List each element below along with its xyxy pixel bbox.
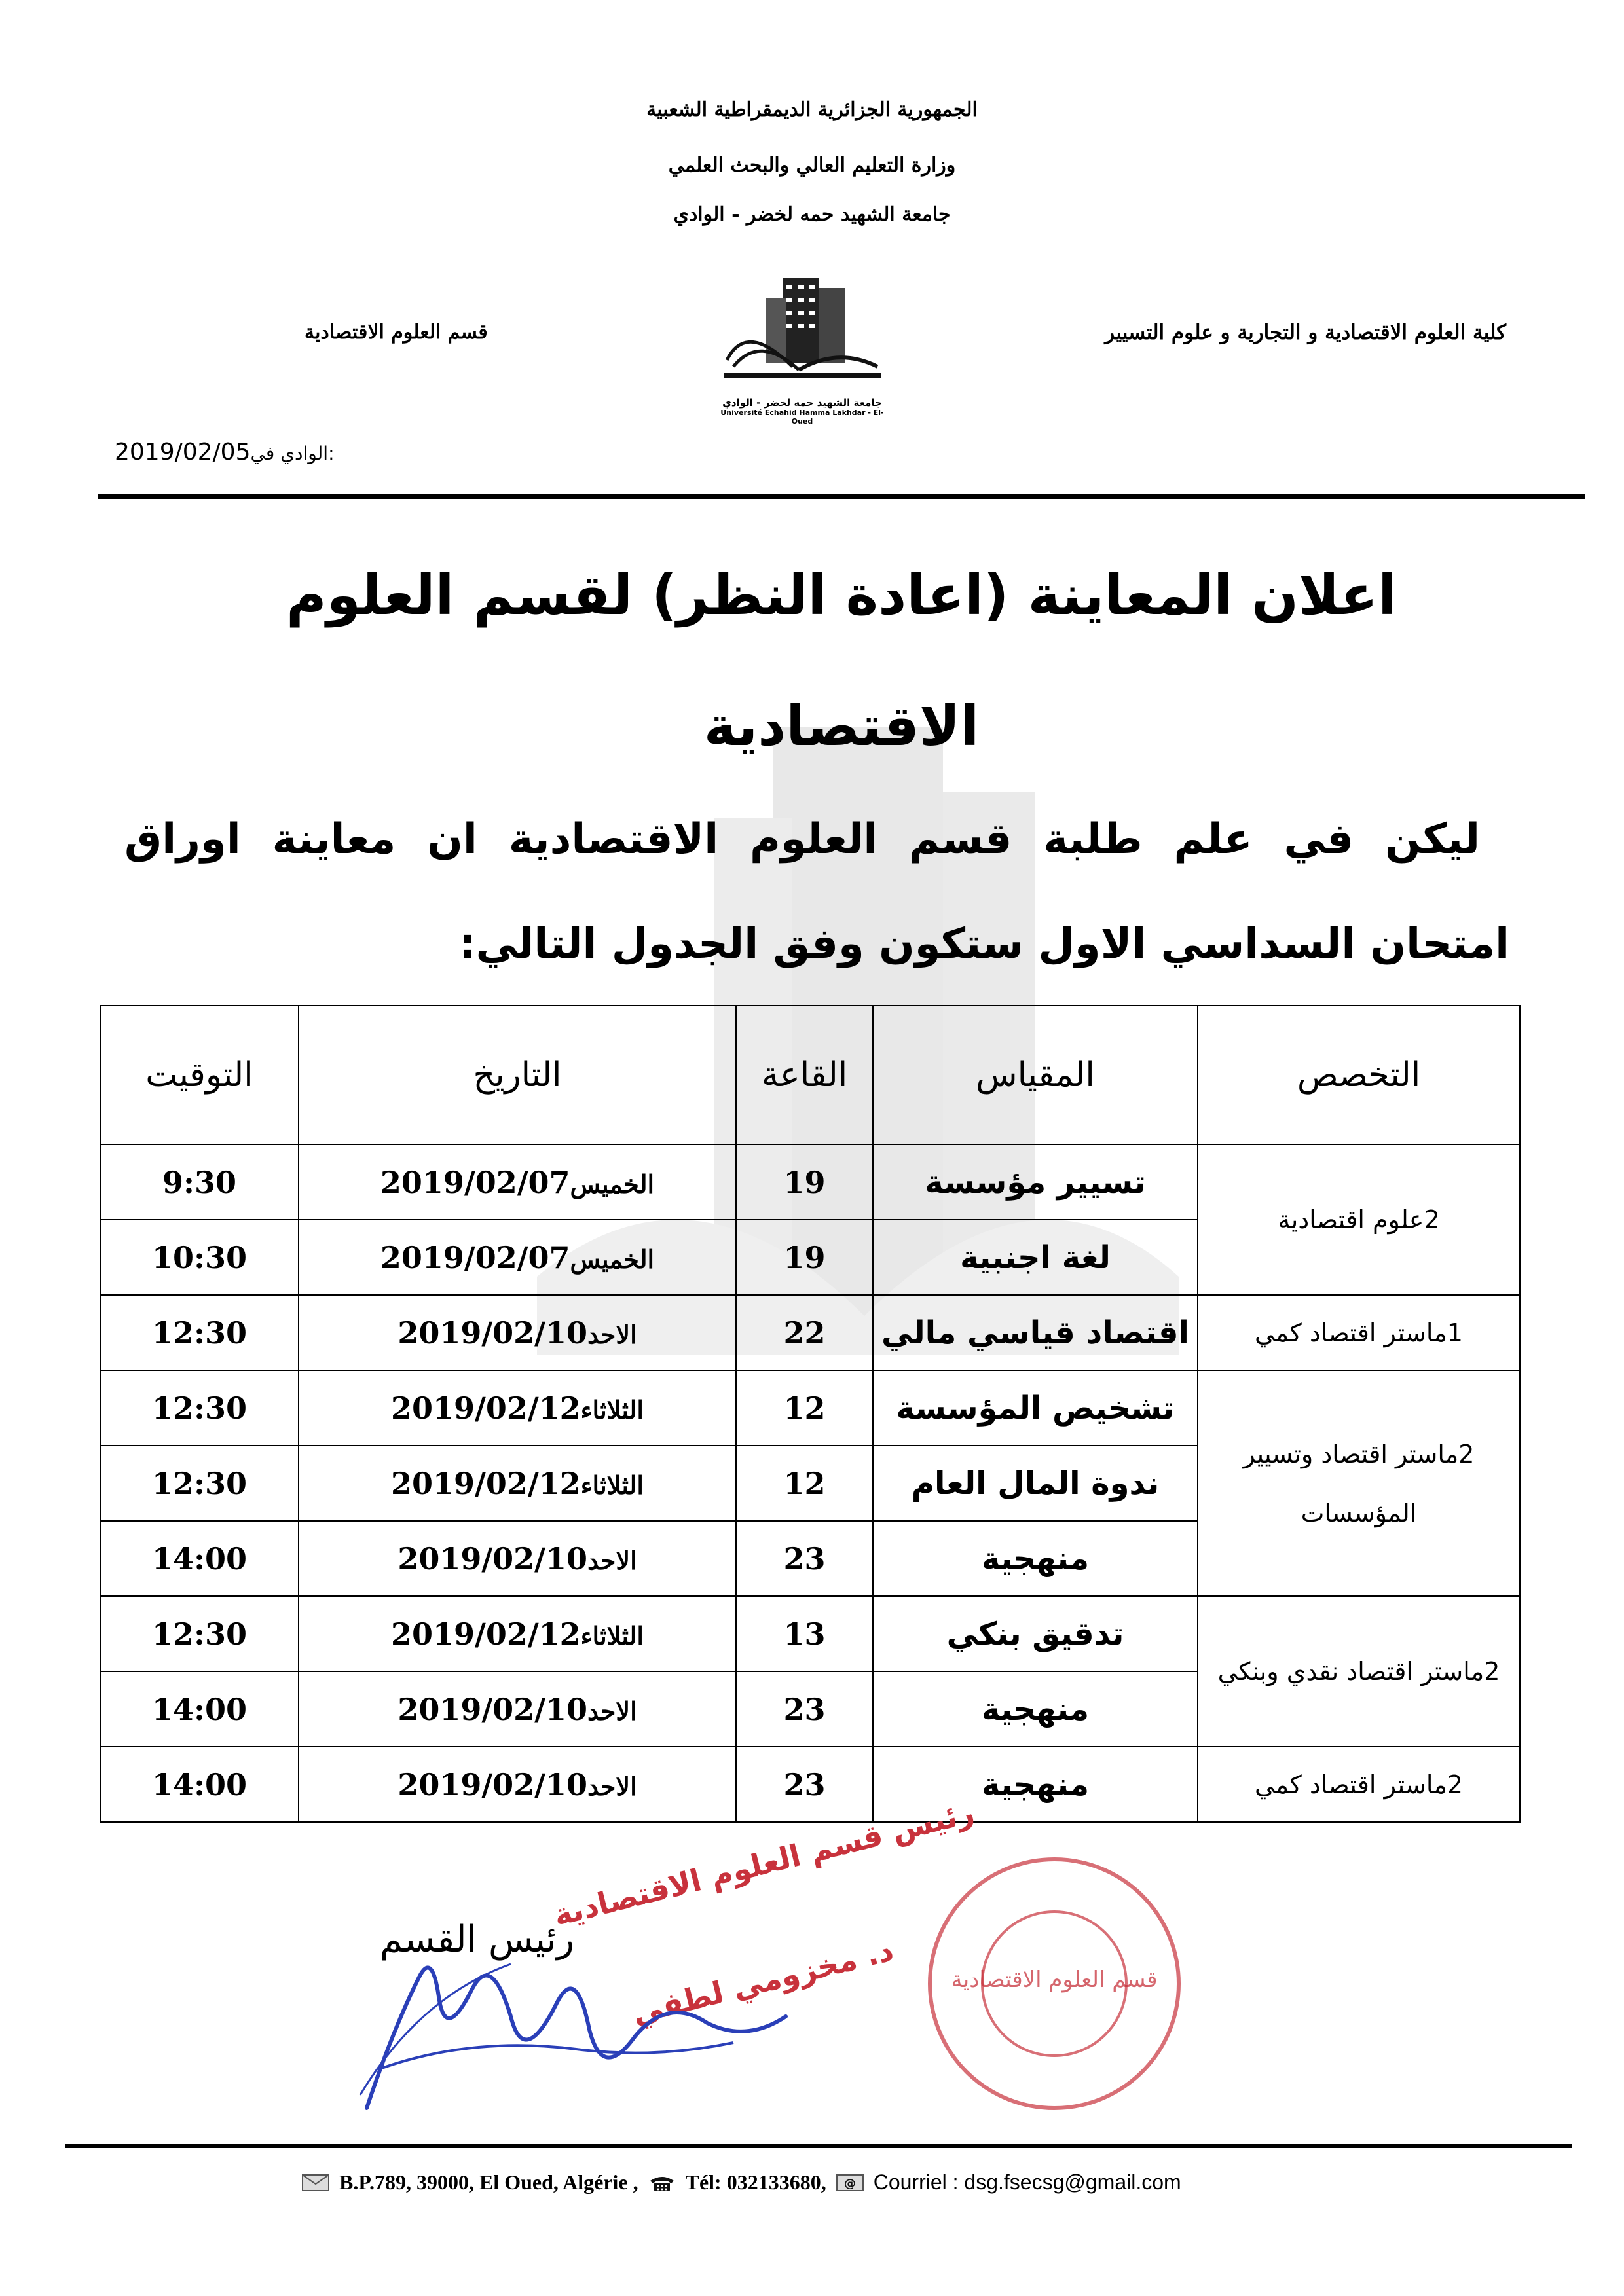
republic-line: الجمهورية الجزائرية الديمقراطية الشعبية — [646, 98, 978, 121]
specialty-cell: 2علوم اقتصادية — [1198, 1144, 1520, 1295]
date-value: 2019/02/12 — [391, 1465, 581, 1501]
time-cell: 12:30 — [100, 1295, 299, 1370]
time-cell: 14:00 — [100, 1521, 299, 1596]
module-cell: تدقيق بنكي — [873, 1596, 1198, 1671]
time-cell: 10:30 — [100, 1220, 299, 1295]
intro-line2: امتحان السداسي الاول ستكون وفق الجدول التالي: — [458, 920, 1509, 968]
header-rule — [98, 494, 1585, 499]
date-value: 2019/02/10 — [397, 1315, 587, 1351]
footer-rule — [65, 2144, 1572, 2148]
day-name: الاحد — [587, 1319, 637, 1349]
time-cell: 12:30 — [100, 1446, 299, 1521]
date-cell — [299, 1747, 736, 1822]
room-cell: 13 — [736, 1596, 873, 1671]
university-logo — [720, 268, 884, 426]
intro-line1: ليكن في علم طلبة قسم العلوم الاقتصادية ان معاينة اوراق — [124, 815, 1480, 864]
round-stamp — [904, 1846, 1205, 2121]
module-cell: منهجية — [873, 1747, 1198, 1822]
table-header-row — [100, 1006, 1520, 1144]
round-stamp-text: قسم العلوم الاقتصادية — [951, 1967, 1158, 1993]
module-cell: تشخيص المؤسسة — [873, 1370, 1198, 1446]
specialty-cell: 1ماستر اقتصاد كمي — [1198, 1295, 1520, 1370]
envelope-icon — [301, 2173, 330, 2193]
svg-text:@: @ — [843, 2176, 856, 2191]
module-cell: اقتصاد قياسي مالي — [873, 1295, 1198, 1370]
department-name: قسم العلوم الاقتصادية — [304, 321, 488, 344]
logo-building-icon — [720, 268, 884, 393]
day-name: الثلاثاء — [580, 1620, 644, 1650]
module-cell: تسيير مؤسسة — [873, 1144, 1198, 1220]
date-value: 2019/02/12 — [391, 1390, 581, 1426]
review-schedule-table — [100, 1005, 1521, 1823]
header-specialty: التخصص — [1198, 1006, 1520, 1144]
logo-caption-fr: Université Echahid Hamma Lakhdar - El-Oued — [720, 409, 884, 426]
university-line: جامعة الشهيد حمه لخضر - الوادي — [673, 203, 951, 226]
day-name: الثلاثاء — [580, 1394, 644, 1425]
stamp-title: رئيس قسم العلوم الاقتصادية — [550, 1794, 978, 1933]
date-cell — [299, 1446, 736, 1521]
date-value: 2019/02/07 — [380, 1239, 570, 1275]
specialty-cell: 2ماستر اقتصاد وتسيير المؤسسات — [1198, 1370, 1520, 1596]
footer-email: Courriel : dsg.fsecsg@gmail.com — [873, 2170, 1181, 2194]
ministry-line: وزارة التعليم العالي والبحث العلمي — [668, 154, 956, 177]
stamp-name: د. مخزومي لطفي — [629, 1932, 897, 2032]
time-cell: 14:00 — [100, 1747, 299, 1822]
time-cell: 12:30 — [100, 1370, 299, 1446]
date-cell — [299, 1220, 736, 1295]
module-cell: منهجية — [873, 1521, 1198, 1596]
day-name: الاحد — [587, 1545, 637, 1575]
header-module: المقياس — [873, 1006, 1198, 1144]
time-cell: 14:00 — [100, 1671, 299, 1747]
date-value: 2019/02/10 — [397, 1540, 587, 1576]
table-row — [100, 1370, 1520, 1446]
telephone-icon — [648, 2173, 676, 2193]
day-name: الخميس — [570, 1169, 655, 1199]
faculty-name: كلية العلوم الاقتصادية و التجارية و علوم التسيير — [1105, 321, 1506, 344]
header-time: التوقيت — [100, 1006, 299, 1144]
announcement-title-line2: الاقتصادية — [703, 694, 980, 758]
time-cell: 12:30 — [100, 1596, 299, 1671]
date-cell — [299, 1596, 736, 1671]
day-name: الاحد — [587, 1771, 637, 1801]
announcement-title-line1: اعلان المعاينة (اعادة النظر) لقسم العلوم — [286, 563, 1397, 627]
issue-date-value: 2019/02/05 — [115, 439, 251, 465]
signature-scribble — [341, 1938, 799, 2121]
date-value: 2019/02/07 — [380, 1164, 570, 1200]
header-date: التاريخ — [299, 1006, 736, 1144]
room-cell: 23 — [736, 1747, 873, 1822]
room-cell: 12 — [736, 1446, 873, 1521]
day-name: الثلاثاء — [580, 1470, 644, 1500]
table-row — [100, 1144, 1520, 1220]
day-name: الاحد — [587, 1696, 637, 1726]
day-name: الخميس — [570, 1244, 655, 1274]
room-cell: 19 — [736, 1144, 873, 1220]
room-cell: 22 — [736, 1295, 873, 1370]
module-cell: ندوة المال العام — [873, 1446, 1198, 1521]
date-cell — [299, 1370, 736, 1446]
date-cell — [299, 1521, 736, 1596]
specialty-cell: 2ماستر اقتصاد نقدي وبنكي — [1198, 1596, 1520, 1747]
date-value: 2019/02/10 — [397, 1691, 587, 1727]
room-cell: 23 — [736, 1521, 873, 1596]
date-cell — [299, 1671, 736, 1747]
issue-date-label: الوادي في: — [250, 443, 335, 464]
module-cell: منهجية — [873, 1671, 1198, 1747]
date-cell — [299, 1295, 736, 1370]
module-cell: لغة اجنبية — [873, 1220, 1198, 1295]
footer-contact — [301, 2170, 1181, 2195]
date-value: 2019/02/12 — [391, 1616, 581, 1652]
issue-date — [115, 439, 335, 465]
specialty-cell: 2ماستر اقتصاد كمي — [1198, 1747, 1520, 1822]
logo-caption-ar: جامعة الشهيد حمه لخضر - الوادي — [722, 397, 882, 409]
email-icon — [836, 2173, 864, 2193]
room-cell: 19 — [736, 1220, 873, 1295]
room-cell: 23 — [736, 1671, 873, 1747]
date-value: 2019/02/10 — [397, 1766, 587, 1802]
date-cell — [299, 1144, 736, 1220]
table-row — [100, 1596, 1520, 1671]
head-of-department-label: رئيس القسم — [380, 1918, 574, 1961]
footer-address: B.P.789, 39000, El Oued, Algérie , — [339, 2170, 638, 2194]
header-room: القاعة — [736, 1006, 873, 1144]
footer-phone: Tél: 032133680, — [685, 2170, 826, 2194]
table-row — [100, 1295, 1520, 1370]
room-cell: 12 — [736, 1370, 873, 1446]
table-row — [100, 1747, 1520, 1822]
time-cell: 9:30 — [100, 1144, 299, 1220]
